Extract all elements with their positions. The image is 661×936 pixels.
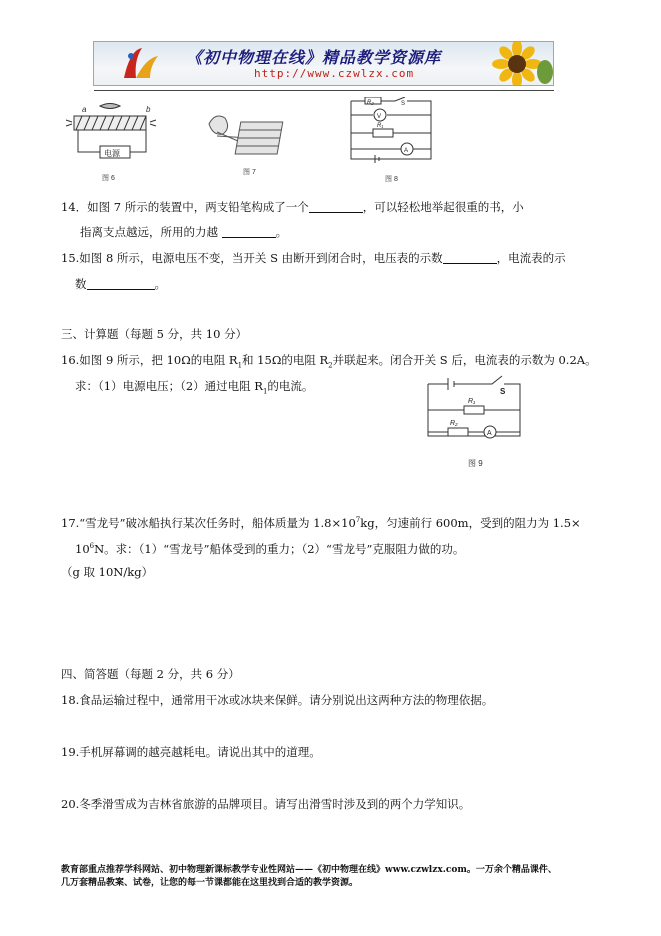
question-17-line-2: $10^6N$。求：（1）“雪龙号”船体受到的重力；（2）“雪龙号”克服阻力做的功。 [75, 541, 465, 556]
fig8-label-s: S [401, 101, 406, 107]
q14-blank-2[interactable] [222, 226, 276, 238]
q15-blank-2[interactable] [87, 278, 155, 290]
question-18: 18.食品运输过程中，通常用干冰或冰块来保鲜。请分别说出这两种方法的物理依据。 [61, 693, 494, 707]
fig9-label-r1: R₁ [468, 398, 476, 405]
fig8-label-r1: R₁ [377, 123, 384, 129]
q15-blank-1[interactable] [443, 252, 497, 264]
footer-line-2: 几万套精品教案、试卷，让您的每一节课都能在这里找到合适的教学资源。 [61, 878, 359, 888]
question-19: 19.手机屏幕调的越亮越耗电。请说出其中的道理。 [61, 745, 321, 759]
section-4-title: 四、简答题（每题 2 分，共 6 分） [61, 667, 240, 681]
question-15-line-1: 15.如图 8 所示，电源电压不变，当开关 S 由断开到闭合时，电压表的示数 ，电流表的示 [61, 251, 566, 265]
question-14-line-1: 14．如图 7 所示的装置中，两支铅笔构成了一个 ，可以轻松地举起很重的书，小 [61, 200, 524, 214]
q14-blank-1[interactable] [309, 201, 363, 213]
figure-7-lever [205, 98, 295, 178]
site-logo-icon [116, 44, 162, 84]
fig6-label-b: b [146, 105, 151, 114]
question-16-line-2: 求：（1）电源电压；（2）通过电阻 $R_1$的电流。 [75, 379, 314, 396]
question-17-line-1: 17.“雪龙号”破冰船执行某次任务时，船体质量为 $1.8\times 10^7kg$，匀速前行 600m，受到的阻力为 1.5× [61, 515, 581, 530]
banner-title: 《初中物理在线》精品教学资源库 [186, 48, 442, 67]
sunflower-icon [479, 42, 554, 86]
question-16-line-1: 16.如图 9 所示，把 10Ω的电阻 $R_1$和 15Ω的电阻 $R_2$并联起来。闭合开关 S 后，电流表的示数为 0.2A。 [61, 353, 597, 370]
fig9-label-r2: R₂ [450, 420, 458, 427]
figure-8-circuit [345, 97, 437, 185]
figure-9-circuit [420, 372, 530, 472]
fig8-label-a: A [404, 148, 409, 154]
fig7-caption: 图 7 [243, 169, 256, 176]
fig6-label-a: a [82, 105, 87, 114]
question-17-line-3: （g 取 10N/kg） [61, 565, 154, 579]
fig6-caption: 图 6 [102, 175, 115, 182]
fig8-label-v: V [377, 114, 382, 120]
question-15-line-2: 数 。 [75, 277, 166, 291]
figure-6-electromagnet [62, 100, 162, 188]
fig9-caption: 图 9 [468, 459, 483, 468]
section-3-title: 三、计算题（每题 5 分，共 10 分） [61, 327, 248, 341]
fig9-label-a: A [487, 430, 492, 437]
fig6-label-power: 电源 [104, 149, 120, 158]
question-14-line-2: 指离支点越远，所用的力越 。 [80, 225, 288, 239]
footer-line-1: 教育部重点推荐学科网站、初中物理新课标教学专业性网站——《初中物理在线》www.czwlzx.com。一万余个精品课件、 [61, 865, 557, 875]
question-20: 20.冬季滑雪成为吉林省旅游的品牌项目。请写出滑雪时涉及到的两个力学知识。 [61, 797, 471, 811]
banner-url[interactable]: http://www.czwlzx.com [254, 67, 415, 80]
fig8-caption: 图 8 [385, 176, 398, 183]
fig8-label-r2: R₂ [367, 100, 374, 106]
fig9-label-s: S [500, 387, 506, 396]
header-banner [93, 41, 554, 86]
header-divider [94, 90, 554, 91]
